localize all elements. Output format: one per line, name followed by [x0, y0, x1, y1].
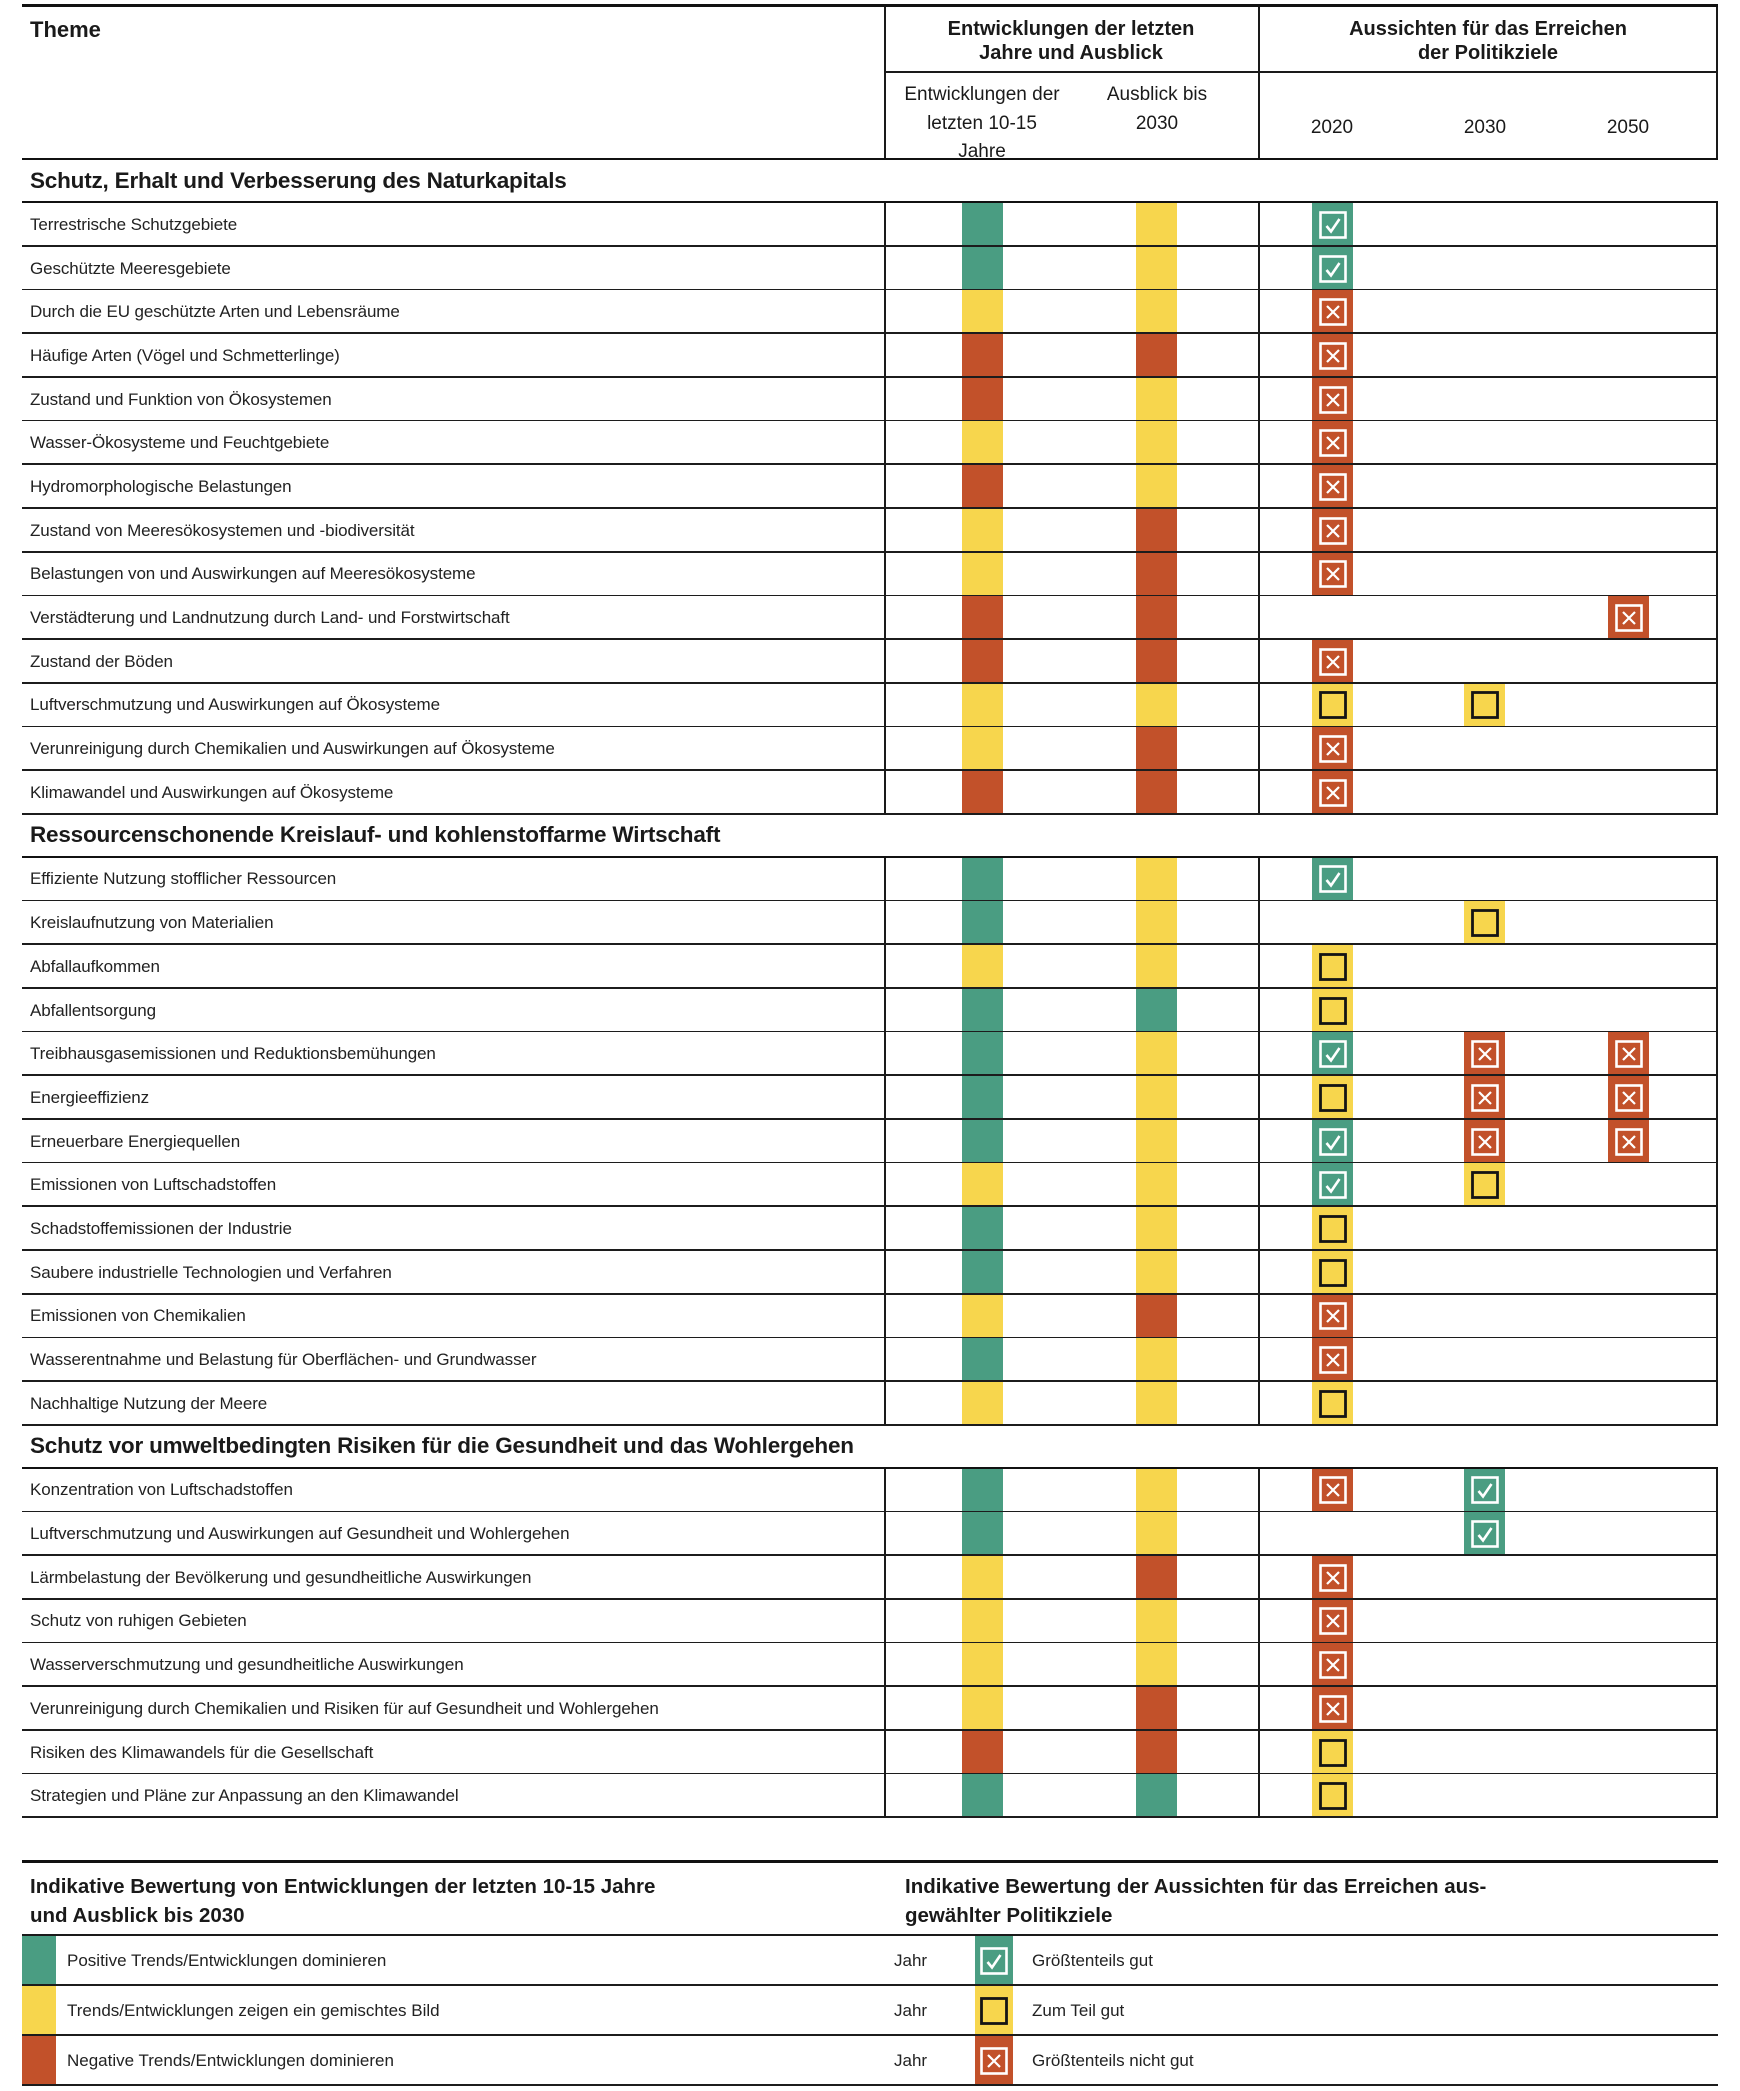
table-row	[22, 509, 1718, 553]
trend-10-15-cell	[962, 1512, 1003, 1556]
legend-prospect-good-icon	[975, 1936, 1013, 1986]
table-row	[22, 640, 1718, 684]
x-icon	[1614, 1127, 1644, 1157]
outlook-2030-cell	[1136, 945, 1177, 989]
x-icon	[1318, 1345, 1348, 1375]
row-label: Belastungen von und Auswirkungen auf Meeresökosysteme	[30, 564, 476, 584]
outlook-2030-cell	[1136, 1163, 1177, 1207]
legend-prospect-label: Größtenteils gut	[1032, 1951, 1153, 1970]
prospect-2020-icon	[1312, 1643, 1353, 1687]
outlook-2030-cell	[1136, 1120, 1177, 1164]
outlook-2030-cell	[1136, 1600, 1177, 1644]
body-divider-trends-prospects	[1258, 858, 1260, 1426]
trend-10-15-cell	[962, 640, 1003, 684]
column-group-trends-title	[884, 17, 1258, 66]
section-2	[22, 815, 1718, 1426]
row-label: Verunreinigung durch Chemikalien und Risiken für auf Gesundheit und Wohlergehen	[30, 1698, 659, 1718]
outlook-2030-cell	[1136, 1032, 1177, 1076]
row-label: Lärmbelastung der Bevölkerung und gesundheitliche Auswirkungen	[30, 1567, 532, 1587]
prospect-2020-icon	[1312, 727, 1353, 771]
empty-square-icon	[1318, 996, 1348, 1026]
legend-swatch-positive	[22, 1936, 56, 1986]
prospect-2030-icon	[1464, 684, 1505, 728]
x-icon	[1318, 1650, 1348, 1680]
trend-10-15-cell	[962, 1556, 1003, 1600]
legend-prospect-label: Größtenteils nicht gut	[1032, 2051, 1194, 2070]
prospect-2030-icon	[1464, 1469, 1505, 1513]
table-right-border	[1716, 7, 1718, 158]
prospect-2020-icon	[1312, 771, 1353, 815]
prospect-2020-icon	[1312, 640, 1353, 684]
row-label: Risiken des Klimawandels für die Gesellschaft	[30, 1742, 374, 1762]
check-icon	[1318, 254, 1348, 284]
trend-10-15-cell	[962, 1774, 1003, 1818]
trend-10-15-cell	[962, 1295, 1003, 1339]
table-row	[22, 771, 1718, 815]
trend-10-15-cell	[962, 378, 1003, 422]
table-row	[22, 1643, 1718, 1687]
divider-theme-trends	[884, 7, 886, 158]
column-header-2020: 2020	[1310, 117, 1354, 138]
prospect-2020-icon	[1312, 1731, 1353, 1775]
row-label: Schutz von ruhigen Gebieten	[30, 1611, 247, 1631]
legend-right-title-line2: gewählter Politikziele	[905, 1904, 1113, 1928]
prospect-2020-icon	[1312, 1163, 1353, 1207]
section-title: Ressourcenschonende Kreislauf- und kohlenstoffarme Wirtschaft	[22, 815, 1718, 858]
prospect-2020-icon	[1312, 1687, 1353, 1731]
row-label: Konzentration von Luftschadstoffen	[30, 1480, 293, 1500]
outlook-2030-cell	[1136, 203, 1177, 247]
row-label: Klimawandel und Auswirkungen auf Ökosysteme	[30, 782, 394, 802]
trend-10-15-cell	[962, 727, 1003, 771]
outlook-2030-cell	[1136, 553, 1177, 597]
body-table-right-border	[1716, 1469, 1718, 1819]
table-row	[22, 1032, 1718, 1076]
x-icon	[1318, 472, 1348, 502]
check-icon	[1470, 1475, 1500, 1505]
empty-square-icon	[1318, 1258, 1348, 1288]
body-divider-theme-trends	[884, 858, 886, 1426]
section-title: Schutz vor umweltbedingten Risiken für die Gesundheit und das Wohlergehen	[22, 1426, 1718, 1469]
table-row	[22, 1382, 1718, 1426]
prospect-2020-icon	[1312, 1556, 1353, 1600]
outlook-2030-cell	[1136, 1382, 1177, 1426]
x-icon	[1318, 341, 1348, 371]
body-table-right-border	[1716, 858, 1718, 1426]
table-row	[22, 858, 1718, 902]
row-label: Verunreinigung durch Chemikalien und Auswirkungen auf Ökosysteme	[30, 739, 555, 759]
table-row	[22, 1469, 1718, 1513]
column-group-prospects-title	[1258, 17, 1718, 66]
outlook-2030-cell	[1136, 727, 1177, 771]
outlook-2030-cell	[1136, 378, 1177, 422]
trend-10-15-cell	[962, 1032, 1003, 1076]
table-row	[22, 1600, 1718, 1644]
legend-left-title	[30, 1872, 830, 1930]
prospect-2050-icon	[1608, 1076, 1649, 1120]
prospect-2020-icon	[1312, 1382, 1353, 1426]
body-table-right-border	[1716, 203, 1718, 815]
prospect-2020-icon	[1312, 1600, 1353, 1644]
row-label: Kreislaufnutzung von Materialien	[30, 913, 274, 933]
prospect-2030-icon	[1464, 901, 1505, 945]
legend-row	[22, 2036, 1718, 2086]
trend-10-15-cell	[962, 465, 1003, 509]
empty-square-icon	[1470, 908, 1500, 938]
column-header-theme: Theme	[30, 17, 101, 42]
legend-swatch-negative	[22, 2036, 56, 2086]
table-row	[22, 1556, 1718, 1600]
empty-square-icon	[979, 1996, 1009, 2026]
row-label: Wasserentnahme und Belastung für Oberflächen- und Grundwasser	[30, 1350, 537, 1370]
section-title: Schutz, Erhalt und Verbesserung des Naturkapitals	[22, 160, 1718, 203]
table-row	[22, 1207, 1718, 1251]
outlook-2030-cell	[1136, 1687, 1177, 1731]
legend-prospect-partial-icon	[975, 1986, 1013, 2036]
column-header-2030: 2030	[1463, 117, 1507, 138]
table-row	[22, 378, 1718, 422]
legend-prospect-label: Zum Teil gut	[1032, 2001, 1125, 2020]
section-3	[22, 1426, 1718, 1819]
outlook-2030-cell	[1136, 1643, 1177, 1687]
prospect-2020-icon	[1312, 858, 1353, 902]
trend-10-15-cell	[962, 1163, 1003, 1207]
trend-10-15-cell	[962, 901, 1003, 945]
row-label: Abfallentsorgung	[30, 1000, 156, 1020]
trend-10-15-cell	[962, 1076, 1003, 1120]
outlook-2030-cell	[1136, 465, 1177, 509]
row-label: Luftverschmutzung und Auswirkungen auf Gesundheit und Wohlergehen	[30, 1524, 570, 1544]
trend-10-15-cell	[962, 858, 1003, 902]
trend-10-15-cell	[962, 1600, 1003, 1644]
x-icon	[1614, 603, 1644, 633]
x-icon	[1470, 1127, 1500, 1157]
row-label: Wasser-Ökosysteme und Feuchtgebiete	[30, 433, 330, 453]
trend-10-15-cell	[962, 1687, 1003, 1731]
legend-year-label: Jahr	[894, 1951, 928, 1970]
outlook-2030-cell	[1136, 1469, 1177, 1513]
row-label: Nachhaltige Nutzung der Meere	[30, 1393, 268, 1413]
x-icon	[1318, 1301, 1348, 1331]
outlook-2030-cell	[1136, 1731, 1177, 1775]
prospect-2030-icon	[1464, 1512, 1505, 1556]
x-icon	[1318, 1606, 1348, 1636]
outlook-2030-cell	[1136, 640, 1177, 684]
trend-10-15-cell	[962, 1469, 1003, 1513]
row-label: Geschützte Meeresgebiete	[30, 258, 231, 278]
outlook-2030-cell	[1136, 858, 1177, 902]
prospect-2020-icon	[1312, 1338, 1353, 1382]
table-row	[22, 1076, 1718, 1120]
table-row	[22, 553, 1718, 597]
table-row	[22, 1120, 1718, 1164]
row-label: Abfallaufkommen	[30, 956, 160, 976]
prospect-2050-icon	[1608, 1120, 1649, 1164]
check-icon	[1318, 1170, 1348, 1200]
prospects-title-line1: Aussichten für das Erreichen	[1349, 18, 1627, 40]
table-row	[22, 1251, 1718, 1295]
prospect-2020-icon	[1312, 1251, 1353, 1295]
legend-left-title-line2: und Ausblick bis 2030	[30, 1904, 245, 1928]
prospect-2020-icon	[1312, 1774, 1353, 1818]
outlook-2030-cell	[1136, 684, 1177, 728]
prospect-2020-icon	[1312, 509, 1353, 553]
outlook-2030-cell	[1136, 1251, 1177, 1295]
row-label: Verstädterung und Landnutzung durch Land- und Forstwirtschaft	[30, 608, 510, 628]
outlook-2030-cell	[1136, 334, 1177, 378]
outlook-2030-cell	[1136, 1207, 1177, 1251]
empty-square-icon	[1318, 1083, 1348, 1113]
row-label: Erneuerbare Energiequellen	[30, 1131, 241, 1151]
prospect-2020-icon	[1312, 1120, 1353, 1164]
row-label: Schadstoffemissionen der Industrie	[30, 1218, 292, 1238]
prospect-2020-icon	[1312, 1076, 1353, 1120]
outlook-2030-cell	[1136, 1076, 1177, 1120]
assessment-table	[22, 4, 1718, 1818]
prospect-2020-icon	[1312, 1295, 1353, 1339]
legend-headings	[22, 1863, 1718, 1936]
trend-10-15-cell	[962, 771, 1003, 815]
row-label: Hydromorphologische Belastungen	[30, 476, 292, 496]
prospect-2020-icon	[1312, 465, 1353, 509]
check-icon	[1318, 210, 1348, 240]
x-icon	[1318, 1563, 1348, 1593]
row-label: Saubere industrielle Technologien und Verfahren	[30, 1262, 392, 1282]
check-icon	[1470, 1519, 1500, 1549]
legend-swatch-mixed	[22, 1986, 56, 2036]
outlook-2030-cell	[1136, 421, 1177, 465]
table-row	[22, 901, 1718, 945]
trends-group-underline	[884, 71, 1258, 73]
table-row	[22, 1774, 1718, 1818]
column-header-outlook-2030: Ausblick bis 2030	[1106, 84, 1208, 134]
prospect-2020-icon	[1312, 684, 1353, 728]
legend-row	[22, 1936, 1718, 1986]
section-rows	[22, 858, 1718, 1426]
table-row	[22, 421, 1718, 465]
row-label: Terrestrische Schutzgebiete	[30, 214, 238, 234]
x-icon	[1614, 1083, 1644, 1113]
x-icon	[1614, 1039, 1644, 1069]
trend-10-15-cell	[962, 1643, 1003, 1687]
table-row	[22, 1163, 1718, 1207]
x-icon	[1318, 1475, 1348, 1505]
trend-10-15-cell	[962, 1251, 1003, 1295]
body-divider-trends-prospects	[1258, 1469, 1260, 1819]
table-row	[22, 203, 1718, 247]
trend-10-15-cell	[962, 1207, 1003, 1251]
prospect-2020-icon	[1312, 203, 1353, 247]
prospect-2020-icon	[1312, 1032, 1353, 1076]
empty-square-icon	[1318, 690, 1348, 720]
row-label: Effiziente Nutzung stofflicher Ressourcen	[30, 869, 337, 889]
outlook-2030-cell	[1136, 1512, 1177, 1556]
x-icon	[979, 2046, 1009, 2076]
prospect-2050-icon	[1608, 1032, 1649, 1076]
legend-trend-label: Trends/Entwicklungen zeigen ein gemischtes Bild	[67, 2001, 440, 2020]
table-row	[22, 465, 1718, 509]
x-icon	[1318, 428, 1348, 458]
trend-10-15-cell	[962, 989, 1003, 1033]
prospect-2030-icon	[1464, 1120, 1505, 1164]
check-icon	[1318, 864, 1348, 894]
table-row	[22, 596, 1718, 640]
legend-trend-label: Negative Trends/Entwicklungen dominieren	[67, 2051, 394, 2070]
prospect-2020-icon	[1312, 378, 1353, 422]
legend-year-label: Jahr	[894, 2051, 928, 2070]
outlook-2030-cell	[1136, 1295, 1177, 1339]
legend-row	[22, 1986, 1718, 2036]
outlook-2030-cell	[1136, 771, 1177, 815]
row-label: Emissionen von Luftschadstoffen	[30, 1175, 277, 1195]
x-icon	[1470, 1039, 1500, 1069]
x-icon	[1318, 778, 1348, 808]
trend-10-15-cell	[962, 596, 1003, 640]
table-header	[22, 4, 1718, 160]
legend-left-title-line1: Indikative Bewertung von Entwicklungen der letzten 10-15 Jahre	[30, 1875, 656, 1898]
row-label: Häufige Arten (Vögel und Schmetterlinge)	[30, 345, 340, 365]
prospect-2030-icon	[1464, 1076, 1505, 1120]
trend-10-15-cell	[962, 509, 1003, 553]
check-icon	[1318, 1127, 1348, 1157]
section-1	[22, 160, 1718, 815]
row-label: Luftverschmutzung und Auswirkungen auf Ökosysteme	[30, 695, 440, 715]
legend-prospect-bad-icon	[975, 2036, 1013, 2086]
legend-rows	[22, 1936, 1718, 2086]
table-row	[22, 989, 1718, 1033]
trend-10-15-cell	[962, 945, 1003, 989]
trend-10-15-cell	[962, 553, 1003, 597]
table-row	[22, 290, 1718, 334]
empty-square-icon	[1470, 1170, 1500, 1200]
trend-10-15-cell	[962, 1120, 1003, 1164]
row-label: Energieeffizienz	[30, 1087, 150, 1107]
outlook-2030-cell	[1136, 290, 1177, 334]
x-icon	[1318, 734, 1348, 764]
row-label: Zustand der Böden	[30, 651, 173, 671]
prospect-2020-icon	[1312, 553, 1353, 597]
table-row	[22, 1295, 1718, 1339]
x-icon	[1318, 385, 1348, 415]
outlook-2030-cell	[1136, 989, 1177, 1033]
prospect-2030-icon	[1464, 1163, 1505, 1207]
prospect-2020-icon	[1312, 247, 1353, 291]
prospect-2020-icon	[1312, 1207, 1353, 1251]
legend-right-title	[905, 1872, 1705, 1930]
prospects-group-underline	[1258, 71, 1718, 73]
outlook-2030-cell	[1136, 596, 1177, 640]
table-body	[22, 160, 1718, 1818]
legend-year-label: Jahr	[894, 2001, 928, 2020]
x-icon	[1470, 1083, 1500, 1113]
x-icon	[1318, 1694, 1348, 1724]
empty-square-icon	[1318, 1738, 1348, 1768]
empty-square-icon	[1318, 1214, 1348, 1244]
empty-square-icon	[1318, 1781, 1348, 1811]
row-label: Zustand und Funktion von Ökosystemen	[30, 389, 332, 409]
section-rows	[22, 1469, 1718, 1819]
trend-10-15-cell	[962, 421, 1003, 465]
outlook-2030-cell	[1136, 509, 1177, 553]
prospect-2030-icon	[1464, 1032, 1505, 1076]
column-header-trend-10-15: Entwicklungen der letzten 10-15 Jahre	[904, 84, 1060, 162]
outlook-2030-cell	[1136, 1556, 1177, 1600]
row-label: Zustand von Meeresökosystemen und -biodiversität	[30, 520, 415, 540]
table-row	[22, 334, 1718, 378]
table-row	[22, 684, 1718, 728]
legend-right-title-line1: Indikative Bewertung der Aussichten für das Erreichen aus-	[905, 1875, 1487, 1898]
x-icon	[1318, 647, 1348, 677]
section-rows	[22, 203, 1718, 815]
outlook-2030-cell	[1136, 247, 1177, 291]
outlook-2030-cell	[1136, 901, 1177, 945]
prospect-2020-icon	[1312, 989, 1353, 1033]
empty-square-icon	[1318, 952, 1348, 982]
outlook-2030-cell	[1136, 1338, 1177, 1382]
x-icon	[1318, 516, 1348, 546]
divider-trends-prospects	[1258, 7, 1260, 158]
trend-10-15-cell	[962, 334, 1003, 378]
legend	[22, 1860, 1718, 2086]
body-divider-trends-prospects	[1258, 203, 1260, 815]
trends-title-line2: Jahre und Ausblick	[979, 42, 1163, 65]
prospect-2020-icon	[1312, 334, 1353, 378]
table-row	[22, 1731, 1718, 1775]
table-row	[22, 1687, 1718, 1731]
prospect-2020-icon	[1312, 421, 1353, 465]
trend-10-15-cell	[962, 1382, 1003, 1426]
empty-square-icon	[1318, 1389, 1348, 1419]
trend-10-15-cell	[962, 247, 1003, 291]
row-label: Durch die EU geschützte Arten und Lebensräume	[30, 302, 400, 322]
column-header-2050: 2050	[1606, 117, 1650, 138]
table-row	[22, 247, 1718, 291]
row-label: Wasserverschmutzung und gesundheitliche Auswirkungen	[30, 1655, 464, 1675]
empty-square-icon	[1470, 690, 1500, 720]
table-row	[22, 945, 1718, 989]
prospect-2020-icon	[1312, 945, 1353, 989]
check-icon	[979, 1946, 1009, 1976]
body-divider-theme-trends	[884, 1469, 886, 1819]
x-icon	[1318, 297, 1348, 327]
prospect-2020-icon	[1312, 1469, 1353, 1513]
table-row	[22, 1338, 1718, 1382]
check-icon	[1318, 1039, 1348, 1069]
row-label: Treibhausgasemissionen und Reduktionsbemühungen	[30, 1044, 436, 1064]
table-row	[22, 727, 1718, 771]
prospects-title-line2: der Politikziele	[1417, 42, 1559, 65]
legend-trend-label: Positive Trends/Entwicklungen dominieren	[67, 1951, 387, 1970]
table-row	[22, 1512, 1718, 1556]
x-icon	[1318, 559, 1348, 589]
prospect-2050-icon	[1608, 596, 1649, 640]
row-label: Strategien und Pläne zur Anpassung an den Klimawandel	[30, 1786, 459, 1806]
trends-title-line1: Entwicklungen der letzten	[947, 18, 1195, 40]
prospect-2020-icon	[1312, 290, 1353, 334]
trend-10-15-cell	[962, 290, 1003, 334]
body-divider-theme-trends	[884, 203, 886, 815]
outlook-2030-cell	[1136, 1774, 1177, 1818]
trend-10-15-cell	[962, 684, 1003, 728]
trend-10-15-cell	[962, 203, 1003, 247]
trend-10-15-cell	[962, 1338, 1003, 1382]
trend-10-15-cell	[962, 1731, 1003, 1775]
row-label: Emissionen von Chemikalien	[30, 1306, 246, 1326]
